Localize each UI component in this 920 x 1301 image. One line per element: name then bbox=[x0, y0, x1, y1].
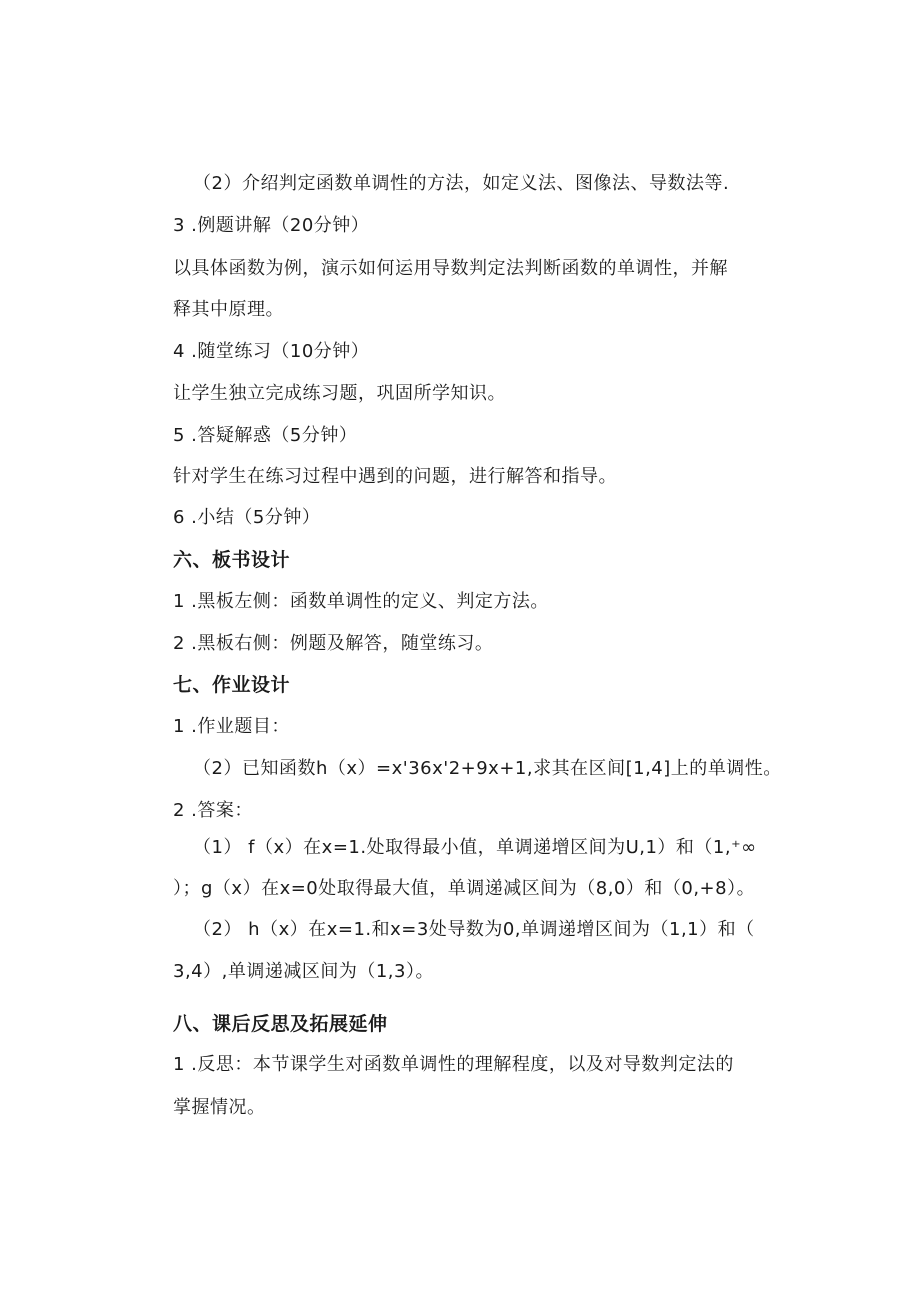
step-5-body: 针对学生在练习过程中遇到的问题，进行解答和指导。 bbox=[173, 466, 617, 487]
section-8-heading: 八、课后反思及拓展延伸 bbox=[173, 1013, 388, 1035]
step-4-title: 4 .随堂练习（10分钟） bbox=[173, 341, 370, 362]
answer-2-line-1: （2） h（x）在x=1.和x=3处导数为0,单调递增区间为（1,1）和（ bbox=[193, 919, 755, 940]
section-6-heading: 六、板书设计 bbox=[173, 549, 291, 571]
answer-1-line-1: （1） f（x）在x=1.处取得最小值，单调递增区间为U,1）和（1,⁺∞ bbox=[193, 837, 757, 858]
homework-answers-label: 2 .答案： bbox=[173, 800, 253, 821]
answer-1-line-2: ）；g（x）在x=0处取得最大值，单调递减区间为（8,0）和（0,+8）。 bbox=[173, 878, 756, 899]
step-3-body-line-1: 以具体函数为例，演示如何运用导数判定法判断函数的单调性，并解 bbox=[173, 258, 728, 279]
answer-2-line-2: 3,4）,单调递减区间为（1,3）。 bbox=[173, 961, 434, 982]
step-4-body: 让学生独立完成练习题，巩固所学知识。 bbox=[173, 383, 506, 404]
homework-question-2: （2）已知函数h（x）=x'36x'2+9x+1,求其在区间[1,4]上的单调性。 bbox=[193, 758, 782, 779]
step-6-title: 6 .小结（5分钟） bbox=[173, 507, 321, 528]
section-7-heading: 七、作业设计 bbox=[173, 674, 291, 696]
homework-questions-label: 1 .作业题目： bbox=[173, 716, 290, 737]
step-5-title: 5 .答疑解惑（5分钟） bbox=[173, 425, 358, 446]
reflection-line-2: 掌握情况。 bbox=[173, 1097, 266, 1118]
step-3-title: 3 .例题讲解（20分钟） bbox=[173, 215, 370, 236]
board-item-1: 1 .黑板左侧：函数单调性的定义、判定方法。 bbox=[173, 591, 549, 612]
step-3-body-line-2: 释其中原理。 bbox=[173, 299, 284, 320]
method-item-2: （2）介绍判定函数单调性的方法，如定义法、图像法、导数法等. bbox=[193, 173, 730, 194]
reflection-line-1: 1 .反思：本节课学生对函数单调性的理解程度，以及对导数判定法的 bbox=[173, 1054, 734, 1075]
board-item-2: 2 .黑板右侧：例题及解答，随堂练习。 bbox=[173, 633, 494, 654]
